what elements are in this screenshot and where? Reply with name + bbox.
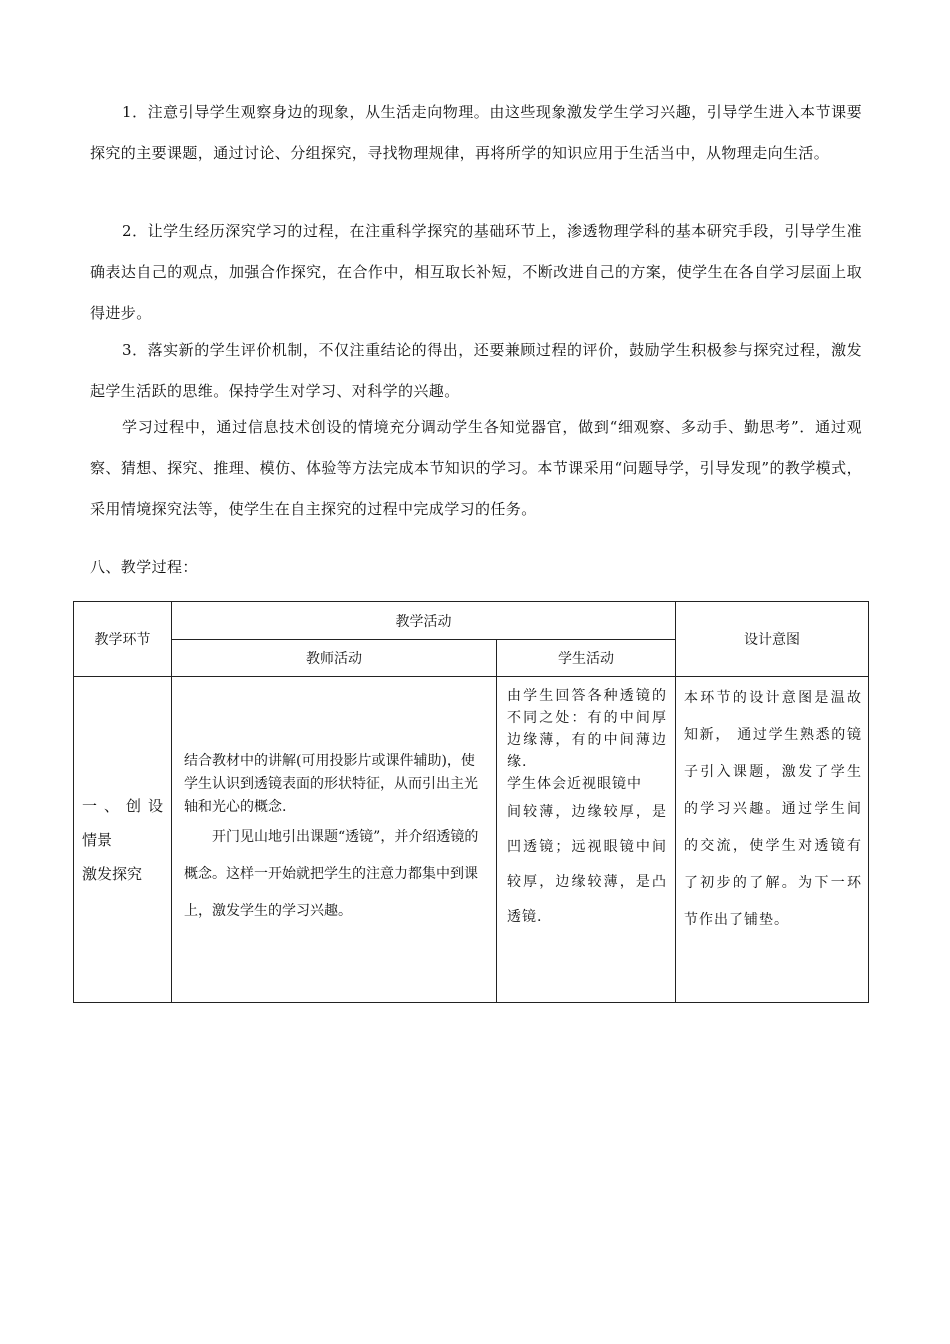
paragraph-1: 1．注意引导学生观察身边的现象，从生活走向物理。由这些现象激发学生学习兴趣，引导学生进入本节课要探究的主要课题，通过讨论、分组探究，寻找物理规律，再将所学的知识应用于生活当中，从物理走向生活。 [90,103,862,162]
header-design: 设计意图 [676,602,869,677]
paragraph-4: 学习过程中，通过信息技术创设的情境充分调动学生各知觉器官，做到“细观察、多动手、勤思考”．通过观察、猜想、探究、推理、模仿、体验等方法完成本节知识的学习。本节课采用“问题导学，引导发现”的教学模式，采用情境探究法等，使学生在自主探究的过程中完成学习的任务。 [90,418,862,518]
stage-line-1: 一、创设 [82,796,163,815]
stage-cell [74,677,172,1003]
stage-line-2: 情景 [82,830,113,849]
paragraph-2: 2．让学生经历深究学习的过程，在注重科学探究的基础环节上，渗透物理学科的基本研究手段，引导学生准确表达自己的观点，加强合作探究，在合作中，相互取长补短，不断改进自己的方案，使学生在各自学习层面上取得进步。 [90,222,862,322]
teacher-activity-text-1: 结合教材中的讲解(可用投影片或课件辅助)，使学生认识到透镜表面的形状特征，从而引出主光轴和光心的概念. [184,752,478,815]
table-header-row [74,602,869,640]
teacher-activity-text-2: 开门见山地引出课题“透镜”，并介绍透镜的概念。这样一开始就把学生的注意力都集中到课上，激发学生的学习兴趣。 [184,828,479,919]
design-intent-cell [676,677,869,1003]
teacher-activity-cell [172,677,497,1003]
teaching-process-table [73,601,869,1003]
student-activity-text-2: 间较薄，边缘较厚，是凹透镜；远视眼镜中间较厚，边缘较薄，是凸透镜. [507,804,667,925]
header-activities: 教学活动 [172,602,676,640]
table-row [74,677,869,1003]
header-stage: 教学环节 [74,602,172,677]
design-intent-text: 本环节的设计意图是温故知新， 通过学生熟悉的镜子引入课题，激发了学生的学习兴趣。通过学生间的交流，使学生对透镜有了初步的了解。为下一环节作出了铺垫。 [684,690,862,928]
header-student: 学生活动 [497,640,676,677]
student-activity-cell [497,677,676,1003]
paragraph-3: 3．落实新的学生评价机制，不仅注重结论的得出，还要兼顾过程的评价，鼓励学生积极参与探究过程，激发起学生活跃的思维。保持学生对学习、对科学的兴趣。 [90,341,862,400]
student-activity-text-1: 由学生回答各种透镜的不同之处：有的中间厚边缘薄，有的中间薄边缘. 学生体会近视眼镜中 [507,688,667,792]
header-teacher: 教师活动 [172,640,497,677]
stage-line-3: 激发探究 [82,864,143,883]
section-title: 八、教学过程： [90,558,198,576]
